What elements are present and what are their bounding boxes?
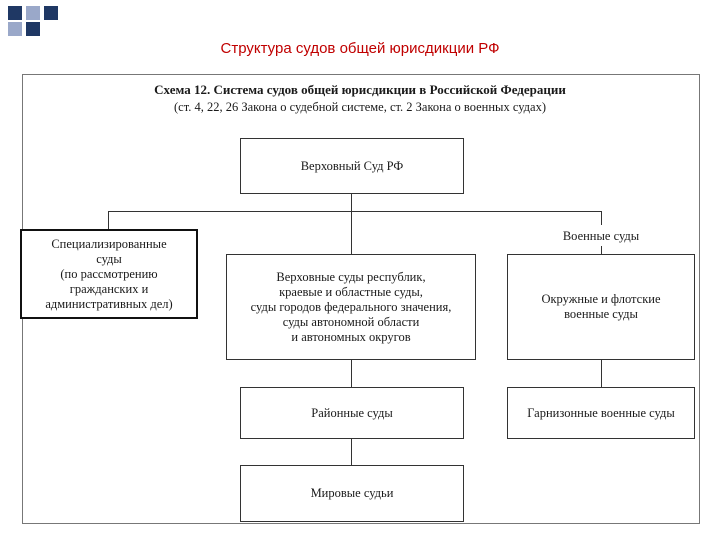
district-courts-box [240, 387, 464, 439]
supreme-court-box [240, 138, 464, 194]
garrison-courts-label: Гарнизонные военные суды [527, 405, 675, 420]
connector-military [601, 211, 602, 225]
connector-military-garrison [601, 360, 602, 388]
connector-regional [351, 211, 352, 255]
garrison-courts-box [507, 387, 695, 439]
specialized-courts-box [20, 229, 198, 319]
supreme-court-label: Верховный Суд РФ [300, 158, 404, 173]
connector-district-magistrate [351, 438, 352, 466]
connector-regional-district [351, 360, 352, 388]
connector-horizontal [108, 211, 601, 212]
connector-supreme-down [351, 193, 352, 212]
district-courts-label: Районные суды [311, 405, 393, 420]
regional-courts-box [226, 254, 476, 360]
connector-specialized [108, 211, 109, 230]
magistrates-label: Мировые судьи [310, 486, 394, 500]
specialized-courts-label: Специализированные суды (по рассмотрению гражданских и административных дел) [45, 236, 173, 311]
military-courts-label: Военные суды [562, 229, 640, 243]
district-military-courts-box [507, 254, 695, 360]
scheme-subheading: (ст. 4, 22, 26 Закона о судебной системе, ст. 2 Закона о военных судах) [174, 100, 546, 114]
slide-title: Структура судов общей юрисдикции РФ [220, 40, 500, 57]
district-military-courts-label: Окружные и флотские военные суды [541, 292, 661, 321]
magistrates-box [240, 465, 464, 522]
regional-courts-label: Верховные суды республик, краевые и областные суды, суды городов федерального значения, суды автономной области и автономных округов [250, 269, 452, 344]
scheme-heading: Схема 12. Система судов общей юрисдикции в Российской Федерации [154, 82, 566, 97]
